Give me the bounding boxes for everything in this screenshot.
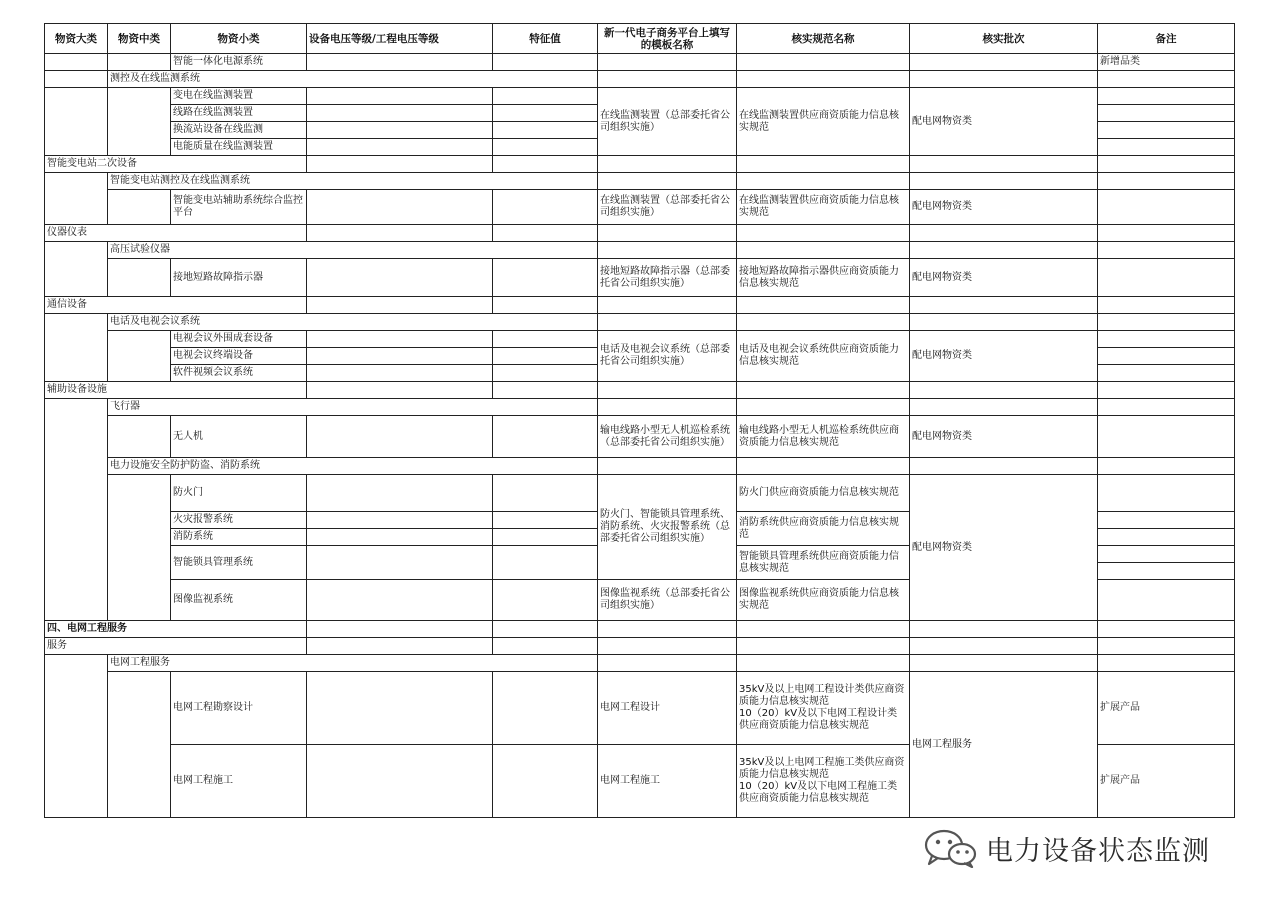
table-row (45, 638, 1235, 655)
batch-cell: 配电网物资类 (910, 416, 1098, 458)
batch-cell: 配电网物资类 (910, 259, 1098, 297)
template-cell: 电网工程设计 (598, 672, 737, 745)
minor-cell: 电网工程勘察设计 (171, 672, 307, 745)
minor-cell: 电视会议终端设备 (171, 348, 307, 365)
template-cell: 在线监测装置（总部委托省公司组织实施） (598, 88, 737, 156)
template-cell: 接地短路故障指示器（总部委托省公司组织实施） (598, 259, 737, 297)
middle-category-cell: 电话及电视会议系统 (108, 314, 598, 331)
watermark-text: 电力设备状态监测 (986, 835, 1210, 867)
batch-cell: 配电网物资类 (910, 88, 1098, 156)
spec-cell: 图像监视系统供应商资质能力信息核实规范 (737, 580, 910, 621)
middle-category-cell: 高压试验仪器 (108, 242, 598, 259)
minor-cell: 无人机 (171, 416, 307, 458)
major-category-cell: 通信设备 (45, 297, 307, 314)
spec-cell: 电话及电视会议系统供应商资质能力信息核实规范 (737, 331, 910, 382)
spec-cell: 在线监测装置供应商资质能力信息核实规范 (737, 190, 910, 225)
template-cell: 在线监测装置（总部委托省公司组织实施） (598, 190, 737, 225)
batch-cell: 配电网物资类 (910, 475, 1098, 621)
note-cell: 扩展产品 (1098, 745, 1235, 818)
header-row (45, 24, 1235, 54)
table-row (45, 621, 1235, 638)
minor-cell: 智能一体化电源系统 (171, 54, 307, 71)
spec-line: 35kV及以上电网工程施工类供应商资质能力信息核实规范 (739, 757, 905, 780)
spec-cell: 消防系统供应商资质能力信息核实规范 (737, 512, 910, 546)
table-row (45, 88, 1235, 105)
middle-category-cell: 智能变电站测控及在线监测系统 (108, 173, 598, 190)
table-row (45, 458, 1235, 475)
major-category-cell: 服务 (45, 638, 307, 655)
spec-cell (737, 745, 910, 818)
table-row (45, 259, 1235, 297)
spec-line: 10（20）kV及以下电网工程施工类供应商资质能力信息核实规范 (739, 781, 898, 804)
spec-cell: 接地短路故障指示器供应商资质能力信息核实规范 (737, 259, 910, 297)
middle-category-cell: 测控及在线监测系统 (108, 71, 598, 88)
col-header-template: 新一代电子商务平台上填写的模板名称 (598, 24, 737, 54)
batch-cell: 配电网物资类 (910, 331, 1098, 382)
col-header-minor: 物资小类 (171, 24, 307, 54)
middle-category-cell: 电网工程服务 (108, 655, 598, 672)
table-row (45, 190, 1235, 225)
table-row (45, 416, 1235, 458)
template-cell: 电网工程施工 (598, 745, 737, 818)
col-header-feature: 特征值 (493, 24, 598, 54)
minor-cell: 换流站设备在线监测 (171, 122, 307, 139)
watermark (922, 826, 1210, 870)
minor-cell: 线路在线监测装置 (171, 105, 307, 122)
spec-line: 10（20）kV及以下电网工程设计类供应商资质能力信息核实规范 (739, 708, 898, 731)
minor-cell: 消防系统 (171, 529, 307, 546)
major-category-cell: 智能变电站二次设备 (45, 156, 307, 173)
table-row (45, 475, 1235, 512)
minor-cell: 电视会议外围成套设备 (171, 331, 307, 348)
table-row (45, 382, 1235, 399)
col-header-middle: 物资中类 (108, 24, 171, 54)
spec-line: 35kV及以上电网工程设计类供应商资质能力信息核实规范 (739, 684, 905, 707)
minor-cell: 防火门 (171, 475, 307, 512)
col-header-major: 物资大类 (45, 24, 108, 54)
major-category-cell: 仪器仪表 (45, 225, 307, 242)
spec-cell: 输电线路小型无人机巡检系统供应商资质能力信息核实规范 (737, 416, 910, 458)
minor-cell: 变电在线监测装置 (171, 88, 307, 105)
minor-cell: 火灾报警系统 (171, 512, 307, 529)
table-row (45, 242, 1235, 259)
spec-cell: 在线监测装置供应商资质能力信息核实规范 (737, 88, 910, 156)
table-row (45, 71, 1235, 88)
spec-cell (737, 672, 910, 745)
table-row (45, 655, 1235, 672)
minor-cell: 智能变电站辅助系统综合监控平台 (171, 190, 307, 225)
template-cell: 输电线路小型无人机巡检系统（总部委托省公司组织实施） (598, 416, 737, 458)
spec-cell: 智能锁具管理系统供应商资质能力信息核实规范 (737, 546, 910, 580)
table-row (45, 156, 1235, 173)
table-row (45, 399, 1235, 416)
table-row (45, 173, 1235, 190)
minor-cell: 图像监视系统 (171, 580, 307, 621)
spec-cell: 防火门供应商资质能力信息核实规范 (737, 475, 910, 512)
note-cell: 新增品类 (1098, 54, 1235, 71)
table-row (45, 314, 1235, 331)
note-cell: 扩展产品 (1098, 672, 1235, 745)
template-cell: 防火门、智能锁具管理系统、消防系统、火灾报警系统（总部委托省公司组织实施） (598, 475, 737, 580)
batch-cell: 配电网物资类 (910, 190, 1098, 225)
minor-cell: 智能锁具管理系统 (171, 546, 307, 580)
middle-category-cell: 电力设施安全防护防盗、消防系统 (108, 458, 598, 475)
table-row (45, 331, 1235, 348)
table-row (45, 672, 1235, 745)
col-header-note: 备注 (1098, 24, 1235, 54)
minor-cell: 接地短路故障指示器 (171, 259, 307, 297)
minor-cell: 电网工程施工 (171, 745, 307, 818)
batch-cell: 电网工程服务 (910, 672, 1098, 818)
table-row (45, 54, 1235, 71)
table-row (45, 225, 1235, 242)
middle-category-cell: 飞行器 (108, 399, 598, 416)
col-header-spec: 核实规范名称 (737, 24, 910, 54)
col-header-batch: 核实批次 (910, 24, 1098, 54)
minor-cell: 软件视频会议系统 (171, 365, 307, 382)
material-spec-table (44, 23, 1235, 818)
col-header-voltage: 设备电压等级/工程电压等级 (307, 24, 493, 54)
table-row (45, 297, 1235, 314)
major-category-cell: 辅助设备设施 (45, 382, 307, 399)
template-cell: 图像监视系统（总部委托省公司组织实施） (598, 580, 737, 621)
wechat-icon (922, 828, 980, 868)
major-category-cell: 四、电网工程服务 (45, 621, 307, 638)
template-cell: 电话及电视会议系统（总部委托省公司组织实施） (598, 331, 737, 382)
minor-cell: 电能质量在线监测装置 (171, 139, 307, 156)
